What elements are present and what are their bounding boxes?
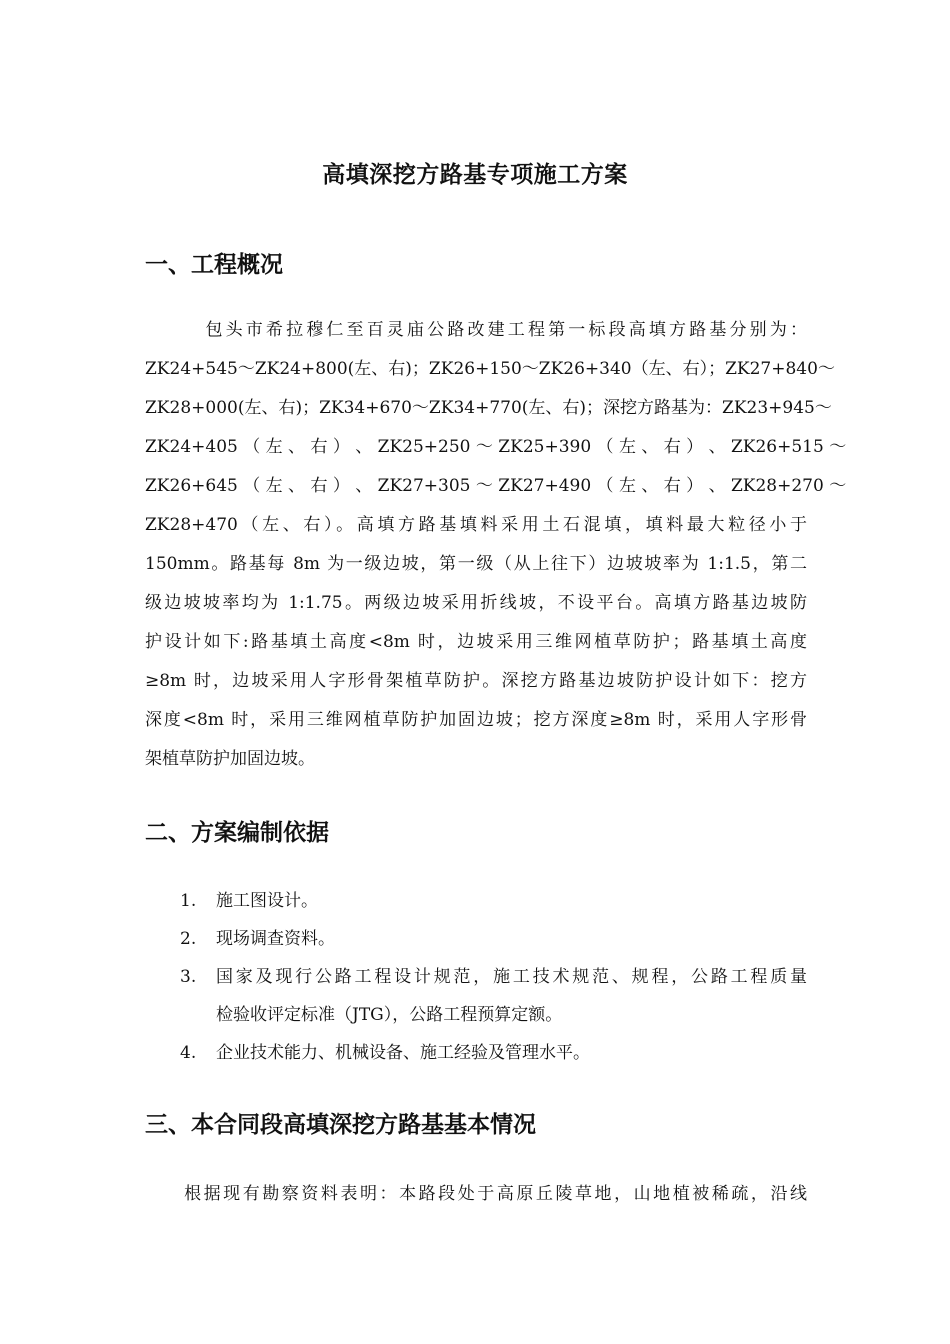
- paragraph-line: 架植草防护加固边坡。: [145, 749, 315, 769]
- list-item-text: 企业技术能力、机械设备、施工经验及管理水平。: [216, 1043, 590, 1063]
- section-heading-overview: 一、工程概况: [145, 252, 283, 278]
- basis-list: [180, 882, 807, 1072]
- overview-paragraph: [145, 311, 847, 779]
- paragraph-line: 深度<8m 时，采用三维网植草防护加固边坡；挖方深度≥8m 时，采用人字形骨: [145, 710, 807, 730]
- list-number: 2.: [180, 929, 197, 949]
- paragraph-line: 级边坡坡率均为 1:1.75。两级边坡采用折线坡，不设平台。高填方路基边坡防: [145, 593, 807, 613]
- paragraph-line: ZK26+645 （ 左 、 右 ） 、 ZK27+305 ～ ZK27+490 （ 左 、 右 ） 、 ZK28+270 ～: [145, 476, 847, 496]
- section-heading-basis: 二、方案编制依据: [145, 820, 329, 846]
- list-item-text: 国家及现行公路工程设计规范，施工技术规范、规程，公路工程质量: [216, 967, 807, 987]
- conditions-paragraph: [145, 1175, 807, 1214]
- paragraph-line: ZK28+470（左、右）。高填方路基填料采用土石混填，填料最大粒径小于: [145, 515, 807, 535]
- list-item-text: 检验收评定标准（JTG），公路工程预算定额。: [216, 1005, 563, 1025]
- list-item: [180, 920, 807, 958]
- paragraph-line: 包头市希拉穆仁至百灵庙公路改建工程第一标段高填方路基分别为：: [145, 320, 807, 340]
- list-number: 1.: [180, 891, 197, 911]
- list-number: 3.: [180, 967, 197, 987]
- paragraph-line: 150mm。路基每 8m 为一级边坡，第一级（从上往下）边坡坡率为 1:1.5，第二: [145, 554, 807, 574]
- paragraph-line: ≥8m 时，边坡采用人字形骨架植草防护。深挖方路基边坡防护设计如下：挖方: [145, 671, 807, 691]
- list-item: [180, 882, 807, 920]
- list-item: [180, 958, 807, 1034]
- paragraph-line: 根据现有勘察资料表明：本路段处于高原丘陵草地，山地植被稀疏，沿线: [145, 1184, 807, 1204]
- paragraph-line: ZK24+405 （ 左 、 右 ） 、 ZK25+250 ～ ZK25+390 （ 左 、 右 ） 、 ZK26+515 ～: [145, 437, 847, 457]
- paragraph-line: ZK24+545～ZK24+800(左、右)；ZK26+150～ZK26+340（左、右）；ZK27+840～: [145, 359, 835, 379]
- list-item-text: 现场调查资料。: [216, 929, 335, 949]
- paragraph-line: 护设计如下:路基填土高度<8m 时，边坡采用三维网植草防护；路基填土高度: [145, 632, 807, 652]
- document-title: 高填深挖方路基专项施工方案: [322, 161, 628, 188]
- list-item-text: 施工图设计。: [216, 891, 318, 911]
- section-heading-basic-conditions: 三、本合同段高填深挖方路基基本情况: [145, 1112, 536, 1138]
- paragraph-line: ZK28+000(左、右)；ZK34+670～ZK34+770(左、右)；深挖方路基为：ZK23+945～: [145, 398, 832, 418]
- list-item: [180, 1034, 807, 1072]
- list-number: 4.: [180, 1043, 197, 1063]
